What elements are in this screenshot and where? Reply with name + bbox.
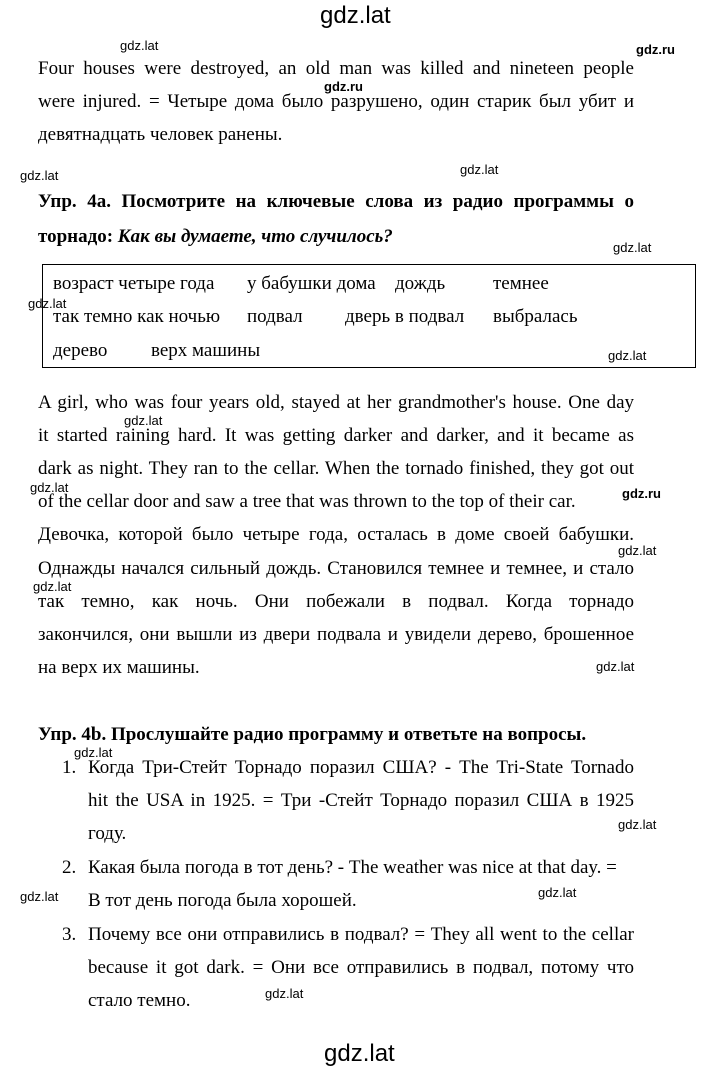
- answer-number: 1.: [62, 757, 77, 778]
- keyword: подвал: [247, 306, 303, 327]
- story-ru-line: Однажды начался сильный дождь. Становился темнее и темнее, и стало: [38, 558, 634, 579]
- intro-line: were injured. = Четыре дома было разрушено, один старик был убит и: [38, 91, 634, 112]
- keyword: у бабушки дома: [247, 273, 376, 294]
- answer-line: стало темно.: [88, 990, 191, 1011]
- story-ru-line: закончился, они вышли из двери подвала и увидели дерево, брошенное: [38, 624, 634, 645]
- watermark: gdz.lat: [33, 579, 72, 594]
- watermark: gdz.lat: [20, 889, 59, 904]
- watermark: gdz.lat: [74, 745, 113, 760]
- answer-line: because it got dark. = Они все отправились в подвал, потому что: [88, 957, 634, 978]
- watermark: gdz.lat: [596, 659, 635, 674]
- answer-line: году.: [88, 823, 127, 844]
- story-ru-line: на верх их машины.: [38, 657, 200, 678]
- story-en-line: A girl, who was four years old, stayed at her grandmother's house. One day: [38, 392, 634, 413]
- answer-line: Когда Три-Стейт Торнадо поразил США? - The Tri-State Tornado: [88, 757, 634, 778]
- exercise-4b-heading: Упр. 4b. Прослушайте радио программу и ответьте на вопросы.: [38, 724, 587, 745]
- story-en-line: it started raining hard. It was getting darker and darker, and it became as: [38, 425, 634, 446]
- keyword: выбралась: [493, 306, 578, 327]
- watermark: gdz.ru: [622, 486, 661, 501]
- site-footer: gdz.lat: [324, 1040, 395, 1067]
- story-ru-line: так темно, как ночь. Они побежали в подвал. Когда торнадо: [38, 591, 634, 612]
- watermark: gdz.lat: [124, 413, 163, 428]
- watermark: gdz.lat: [618, 817, 657, 832]
- keyword: дверь в подвал: [345, 306, 465, 327]
- watermark: gdz.lat: [618, 543, 657, 558]
- answer-line: hit the USA in 1925. = Три -Стейт Торнадо поразил США в 1925: [88, 790, 634, 811]
- site-header: gdz.lat: [320, 2, 391, 29]
- keyword: дерево: [53, 340, 108, 361]
- watermark: gdz.ru: [324, 79, 363, 94]
- answer-number: 3.: [62, 924, 77, 945]
- story-ru-line: Девочка, которой было четыре года, осталась в доме своей бабушки.: [38, 524, 634, 545]
- watermark: gdz.lat: [28, 296, 67, 311]
- watermark: gdz.lat: [613, 240, 652, 255]
- answer-line: Какая была погода в тот день? - The weather was nice at that day. =: [88, 857, 617, 878]
- intro-line: девятнадцать человек ранены.: [38, 124, 283, 145]
- watermark: gdz.lat: [265, 986, 304, 1001]
- answer-line: Почему все они отправились в подвал? = They all went to the cellar: [88, 924, 634, 945]
- story-en-line: of the cellar door and saw a tree that was thrown to the top of their car.: [38, 491, 576, 512]
- story-en-line: dark as night. They ran to the cellar. When the tornado finished, they got out: [38, 458, 634, 479]
- keyword: дождь: [395, 273, 446, 294]
- watermark: gdz.lat: [608, 348, 647, 363]
- intro-line: Four houses were destroyed, an old man was killed and nineteen people: [38, 58, 634, 79]
- watermark: gdz.lat: [460, 162, 499, 177]
- watermark: gdz.lat: [30, 480, 69, 495]
- watermark: gdz.lat: [120, 38, 159, 53]
- watermark: gdz.ru: [636, 42, 675, 57]
- answer-line: В тот день погода была хорошей.: [88, 890, 357, 911]
- watermark: gdz.lat: [538, 885, 577, 900]
- keyword: возраст четыре года: [53, 273, 215, 294]
- exercise-4a-topic: торнадо:: [38, 226, 118, 247]
- exercise-4a-question-text: Как вы думаете, что случилось?: [117, 226, 393, 247]
- keyword: верх машины: [151, 340, 261, 361]
- keyword: темнее: [493, 273, 549, 294]
- answer-number: 2.: [62, 857, 77, 878]
- keyword: так темно как ночью: [53, 306, 221, 327]
- keywords-box: [42, 264, 696, 368]
- exercise-4a-question: [38, 226, 393, 248]
- watermark: gdz.lat: [20, 168, 59, 183]
- exercise-4a-heading: Упр. 4а. Посмотрите на ключевые слова из радио программы о: [38, 191, 634, 212]
